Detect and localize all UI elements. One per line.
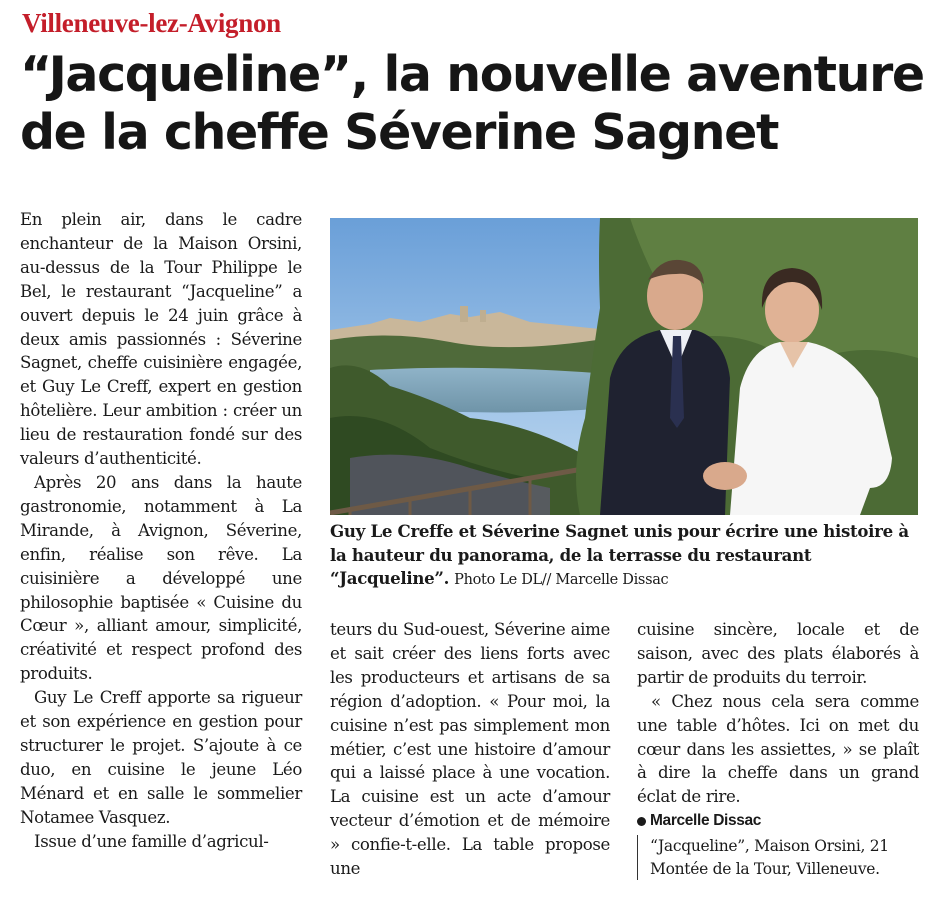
paragraph-7: « Chez nous cela sera comme une table d’hôtes. Ici on met du cœur dans les assiettes, » se plaît à dire la cheffe dans un grand éclat de rire. bbox=[637, 691, 919, 807]
article-headline bbox=[20, 46, 930, 162]
photo-credit: Photo Le DL// Marcelle Dissac bbox=[454, 572, 669, 588]
article-column-2 bbox=[330, 618, 610, 881]
paragraph-2: Après 20 ans dans la haute gastronomie, notamment à La Mirande, à Avignon, Séverine, enfin, réalise son rêve. La cuisinière a développé une philosophie baptisée « Cuisine du Cœur », alliant amour, simplicité, créativité et respect profond des produits. bbox=[20, 472, 302, 684]
author-name: Marcelle Dissac bbox=[650, 812, 762, 830]
headline-line-1: “Jacqueline”, la nouvelle aventure bbox=[20, 46, 924, 103]
info-line-1: “Jacqueline”, Maison Orsini, 21 bbox=[650, 837, 889, 856]
article-column-1 bbox=[20, 208, 302, 853]
photo-caption-text: Guy Le Creffe et Séverine Sagnet unis pour écrire une histoire à la hauteur du panorama, de la terrasse du restaurant “Jacqueline”. bbox=[330, 521, 909, 588]
paragraph-3: Guy Le Creff apporte sa rigueur et son expérience en gestion pour structurer le projet. S’ajoute à ce duo, en cuisine le jeune Léo Ménard et en salle le sommelier Notamee Vasquez. bbox=[20, 688, 302, 827]
paragraph-4: Issue d’une famille d’agricul- bbox=[34, 831, 269, 851]
paragraph-1: En plein air, dans le cadre enchanteur de la Maison Orsini, au-dessus de la Tour Philippe le Bel, le restaurant “Jacqueline” a ouvert depuis le 24 juin grâce à deux amis passionnés : Séverine Sagnet, cheffe cuisinière engagée, et Guy Le Creff, expert en gestion hôtelière. Leur ambition : créer un lieu de restauration fondé sur des valeurs d’authenticité. bbox=[20, 210, 302, 469]
article-photo bbox=[330, 218, 918, 515]
paragraph-6: cuisine sincère, locale et de saison, avec des plats élaborés à partir de produits du terroir. bbox=[637, 620, 919, 687]
article-column-3 bbox=[637, 618, 919, 880]
headline-line-2: de la cheffe Séverine Sagnet bbox=[20, 104, 778, 161]
author-signature bbox=[637, 809, 919, 833]
practical-info bbox=[637, 835, 919, 880]
article-kicker: Villeneuve-lez-Avignon bbox=[22, 8, 281, 38]
paragraph-5: teurs du Sud-ouest, Séverine aime et sait créer des liens forts avec les producteurs et artisans de sa région d’adoption. « Pour moi, la cuisine n’est pas simplement mon métier, c’est une histoire d’amour qui a laissé place à une vocation. La cuisine est un acte d’amour vecteur d’émotion et de mémoire » confie-t-elle. La table propose une bbox=[330, 620, 610, 879]
info-line-2: Montée de la Tour, Villeneuve. bbox=[650, 859, 880, 878]
photo-caption bbox=[330, 520, 922, 592]
bullet-icon bbox=[637, 817, 646, 826]
